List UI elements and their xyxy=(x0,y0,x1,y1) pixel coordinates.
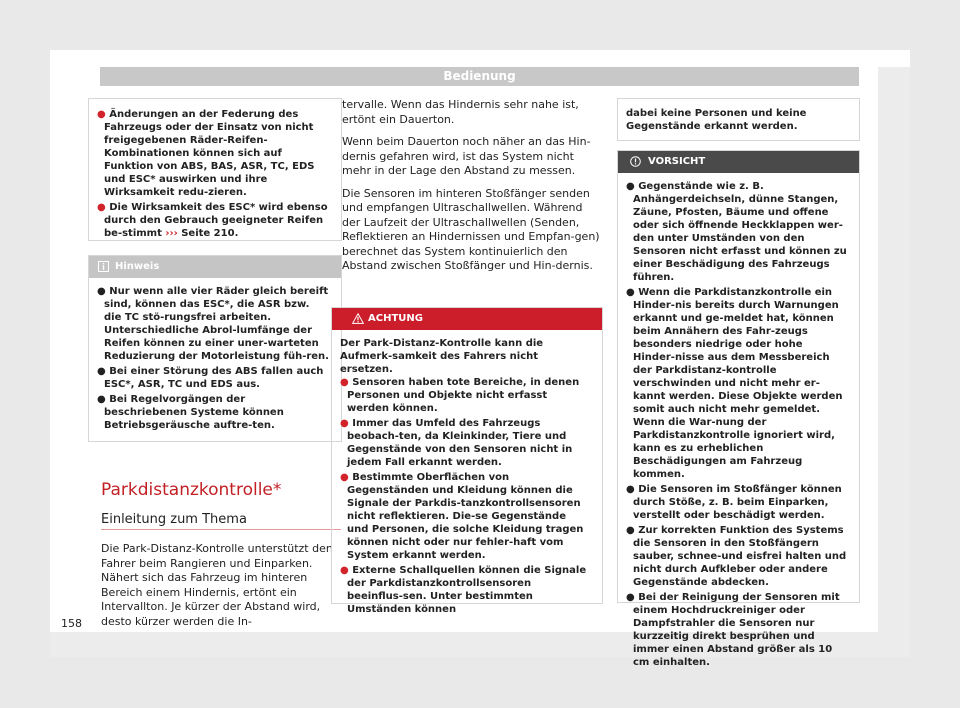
list-item xyxy=(97,201,329,240)
list-item xyxy=(340,417,590,469)
bullet-text: Bestimmte Oberflächen von Gegenständen und Kleidung können die Signale der Parkdis-tanzkontrollsensoren nicht reflektieren. Die-se Gegenstände und Personen, die solche Kleidung tragen können nicht oder nur fehler-haft vom System erkannt werden. xyxy=(347,472,584,561)
continued-warning-box xyxy=(617,98,860,141)
list-item xyxy=(626,180,847,284)
bullet-icon: ● xyxy=(626,181,635,192)
vorsicht-header xyxy=(618,151,859,173)
bullet-text: Bei Regelvorgängen der beschriebenen Systeme können Betriebsgeräusche auftre-ten. xyxy=(104,394,284,431)
achtung-header xyxy=(332,308,602,330)
bullet-text: Nur wenn alle vier Räder gleich bereift sind, können das ESC*, die ASR bzw. die TC stö-rungsfrei arbeiten. Unterschiedliche Abrol-lumfänge der Reifen können zu einer uner-warteten Reduzierung der Motorleistung füh-ren. xyxy=(104,286,329,362)
hinweis-title: Hinweis xyxy=(115,261,160,272)
bullet-icon: ● xyxy=(97,202,106,213)
bullet-icon: ● xyxy=(97,109,106,120)
link-end: . xyxy=(234,228,239,239)
list-item xyxy=(626,483,847,522)
bullet-icon: ● xyxy=(626,525,635,536)
section-intro: Die Park-Distanz-Kontrolle unterstützt den Fahrer beim Rangieren und Einparken. Nähert sich das Fahrzeug im hinteren Bereich einem Hindernis, ertönt ein Intervallton. Je kürzer der Abstand wird, desto kürzer werden die In- xyxy=(101,542,333,628)
hinweis-header xyxy=(89,256,341,278)
bullet-icon: ● xyxy=(340,565,349,576)
link-arrow-icon: ››› xyxy=(165,228,178,239)
body-text-column xyxy=(342,98,602,282)
bullet-text: Bei einer Störung des ABS fallen auch ESC*, ASR, TC und EDS aus. xyxy=(104,366,324,390)
bullet-icon: ● xyxy=(97,366,106,377)
paragraph: Die Sensoren im hinteren Stoßfänger senden und empfangen Ultraschallwellen. Während der Laufzeit der Ultraschallwellen (Senden, Reflektieren an Hindernissen und Empfan-gen) berechnet das System kontinuierlich den Abstand zwischen Stoßfänger und Hin-dernis. xyxy=(342,186,600,272)
bullet-icon: ● xyxy=(340,377,349,388)
info-icon xyxy=(98,261,109,272)
paragraph: tervalle. Wenn das Hindernis sehr nahe ist, ertönt ein Dauerton. xyxy=(342,98,579,126)
bullet-text: Änderungen an der Federung des Fahrzeugs oder der Einsatz von nicht freigegebenen Räder-Reifen-Kombinationen können sich auf Funktion von ABS, BAS, ASR, TC, EDS und ESC* auswirken und ihre Wirksamkeit redu-zieren. xyxy=(104,109,315,198)
vorsicht-title: VORSICHT xyxy=(648,156,706,167)
section-divider xyxy=(101,529,341,530)
bullet-text: Wenn die Parkdistanzkontrolle ein Hinder-nis bereits durch Warnungen erkannt und ge-meldet hat, können beim Annähern des Fahr-zeugs besonders niedrige oder hohe Hinder-nisse aus dem Messbereich der Parkdistanz-kontrolle verschwinden und nicht mehr er-kannt werden. Diese Objekte werden somit auch nicht mehr gemeldet. Wenn die War-nung der Parkdistanzkontrolle ignoriert wird, kann es zu erheblichen Beschädigungen am Fahrzeug kommen. xyxy=(633,287,843,480)
caution-icon xyxy=(630,156,641,167)
list-item xyxy=(626,286,847,481)
achtung-intro: Der Park-Distanz-Kontrolle kann die Aufmerk-samkeit des Fahrers nicht ersetzen. xyxy=(340,338,544,375)
warning-icon xyxy=(352,313,364,324)
list-item xyxy=(340,376,590,415)
list-item xyxy=(97,365,329,391)
achtung-title: ACHTUNG xyxy=(368,313,423,324)
bullet-icon: ● xyxy=(340,418,349,429)
section-subtitle: Einleitung zum Thema xyxy=(101,512,247,527)
list-item xyxy=(97,393,329,432)
list-item xyxy=(97,285,329,363)
bullet-icon: ● xyxy=(626,287,635,298)
bullet-text: Externe Schallquellen können die Signale der Parkdistanzkontrollsensoren beeinflus-sen. Unter bestimmten Umständen können xyxy=(347,565,587,615)
page-margin-right xyxy=(878,67,910,657)
list-item xyxy=(626,524,847,589)
bullet-icon: ● xyxy=(340,472,349,483)
bullet-icon: ● xyxy=(626,484,635,495)
page-link[interactable]: Seite 210 xyxy=(181,228,235,239)
section-title: Parkdistanzkontrolle* xyxy=(101,480,282,500)
list-item xyxy=(97,108,329,199)
list-item xyxy=(626,591,847,669)
continued-warning-text: dabei keine Personen und keine Gegenstände erkannt werden. xyxy=(626,108,807,132)
bullet-text: Immer das Umfeld des Fahrzeugs beobach-ten, da Kleinkinder, Tiere und Gegenstände von den Sensoren nicht in jedem Fall erkannt werden. xyxy=(347,418,573,468)
hinweis-box xyxy=(88,255,342,442)
bullet-text: Zur korrekten Funktion des Systems die Sensoren in den Stoßfängern sauber, schnee-und eisfrei halten und nicht durch Aufkleber oder andere Gegenstände abdecken. xyxy=(633,525,847,588)
achtung-box xyxy=(331,307,603,615)
bullet-text: Die Sensoren im Stoßfänger können durch Stöße, z. B. beim Einparken, verstellt oder beschädigt werden. xyxy=(633,484,842,521)
vorsicht-box xyxy=(617,150,860,668)
safety-note-box xyxy=(88,98,342,241)
bullet-icon: ● xyxy=(97,286,106,297)
bullet-text: Sensoren haben tote Bereiche, in denen Personen und Objekte nicht erfasst werden können. xyxy=(347,377,580,414)
list-item xyxy=(340,564,590,616)
bullet-icon: ● xyxy=(626,592,635,603)
page-header: Bedienung xyxy=(100,67,859,86)
bullet-text: Gegenstände wie z. B. Anhängerdeichseln, dünne Stangen, Zäune, Pfosten, Bäume und offene oder sich öffnende Heckklappen wer-den unter Umständen von den Sensoren nicht erfasst und können zu einer Beschädigung des Fahrzeugs führen. xyxy=(633,181,847,283)
page-number: 158 xyxy=(61,617,82,630)
list-item xyxy=(340,471,590,562)
paragraph: Wenn beim Dauerton noch näher an das Hin-dernis gefahren wird, ist das System nicht mehr in der Lage den Abstand zu messen. xyxy=(342,135,591,177)
bullet-text: Die Wirksamkeit des ESC* wird ebenso durch den Gebrauch geeigneter Reifen be-stimmt xyxy=(104,202,328,239)
bullet-text: Bei der Reinigung der Sensoren mit einem Hochdruckreiniger oder Dampfstrahler die Sensoren nur kurzzeitig direkt besprühen und immer einen Abstand größer als 10 cm einhalten. xyxy=(633,592,840,668)
bullet-icon: ● xyxy=(97,394,106,405)
